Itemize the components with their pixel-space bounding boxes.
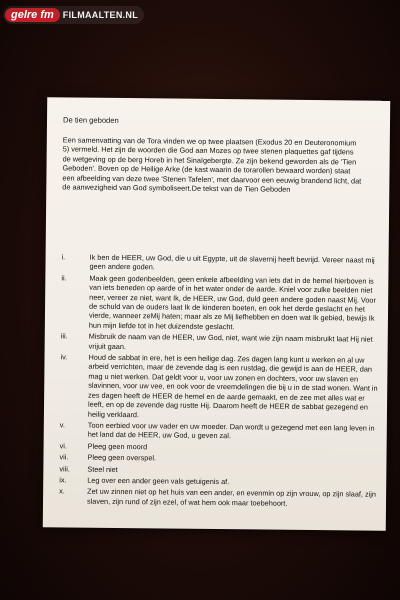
commandment-item — [61, 273, 382, 333]
commandment-number: viii. — [59, 463, 70, 474]
commandment-item — [59, 475, 379, 488]
commandment-text: Zet uw zinnen niet op het huis van een ander, en evenmin op zijn vrouw, op zijn slaaf, zijn slaven, zijn rund of zijn ezel, of wat hem ook maar toebehoort. — [86, 486, 376, 508]
site-watermark: FILMAALTEN.NL — [62, 10, 139, 20]
commandment-item — [61, 332, 381, 354]
commandment-number: ix. — [59, 475, 67, 485]
commandment-text: Misbruik de naam van de HEER, uw God, niet, want wie zijn naam misbruikt laat Hij niet vrijuit gaan. — [88, 331, 373, 351]
commandment-number: vi. — [59, 441, 67, 451]
paper-sheet — [43, 97, 390, 531]
commandment-number: x. — [59, 486, 65, 496]
commandment-item — [59, 452, 379, 465]
commandment-number: vii. — [59, 452, 69, 462]
commandment-text: Pleeg geen moord — [87, 441, 148, 452]
commandment-item — [59, 487, 379, 509]
commandment-text: Pleeg geen overspel. — [87, 452, 157, 463]
document-title: De tien geboden — [62, 115, 119, 125]
commandment-text: Steel niet — [87, 464, 118, 474]
commandment-text: Toon eerbied voor uw vader en uw moeder. Dan wordt u gezegend met een lang leven in het land dat de HEER, uw God, u geven zal. — [87, 420, 375, 441]
watermark — [3, 6, 144, 24]
commandment-number: iii. — [60, 331, 68, 341]
commandment-text: Ik ben de HEER, uw God, die u uit Egypte, uit de slavernij heeft bevrijd. Vereer naast mij geen andere goden. — [89, 252, 375, 272]
commandment-item — [60, 441, 380, 454]
commandment-number: ii. — [61, 273, 67, 283]
commandment-item — [60, 420, 380, 442]
intro-paragraph — [62, 135, 363, 195]
commandment-text: Houd de sabbat in ere, het is een heilige dag. Zes dagen lang kunt u werken en al uw arbeid verrichten, maar de zevende dag is een rustdag, die gewijd is aan de HEER, dan mag u niet werken. Dat geldt voor u, voor uw zonen en dochters, voor uw slaven en slavinnen, voor uw vee, en ook voor de vreemdelingen die bij u in de stad wonen. Want in zes dagen heeft de HEER de hemel en de aarde gemaakt, en de zee met alles wat er leeft, en op de zevende dag rustte Hij. Daarom heeft de HEER de sabbat gezegend en heilig verklaard. — [87, 352, 378, 419]
commandment-number: i. — [61, 252, 66, 262]
commandment-number: v. — [59, 420, 66, 430]
commandment-item — [60, 352, 381, 421]
commandment-item — [59, 464, 379, 477]
commandment-number: iv. — [60, 352, 68, 362]
commandment-text: Maak geen godenbeelden, geen enkele afbeelding van iets dat in de hemel hierboven is van iets beneden op aarde of in het water onder de aarde. Kniel voor zulke beelden niet neer, vereer ze niet, want Ik, de HEER, uw God, duld geen andere goden naast Mij. Voor de schuld van de ouders laat Ik de kinderen boeten, en ook het derde geslacht en het vierde, wanneer zeMij haten; maar als ze Mij liefhebben en doen wat Ik gebied, bewijs Ik hun mijn liefde tot in het duizendste geslacht. — [88, 273, 376, 332]
commandments-list — [59, 252, 382, 510]
gelre-fm-logo: gelre fm — [5, 8, 60, 22]
commandment-item — [61, 252, 381, 274]
commandment-text: Leg over een ander geen vals getuigenis af. — [87, 475, 230, 487]
intro-text: Een samenvatting van de Tora vinden we op twee plaatsen (Exodus 20 en Deuteronomium 5) vermeld. Het zijn de woorden die God aan Mozes op twee stenen plaquettes gaf tijdens de wetgeving op de berg Horeb in het Sinaïgebergte. Ze zijn bekend geworden als de 'Tien Geboden'. Boven op de Heilige Arke (de kast waarin de torarollen bewaard worden) staat een afbeelding van deze twee 'Stenen Tafelen', met daarvoor een eeuwig brandend licht, dat de aanwezigheid van God symboliseert.De tekst van de Tien Geboden — [62, 135, 362, 194]
